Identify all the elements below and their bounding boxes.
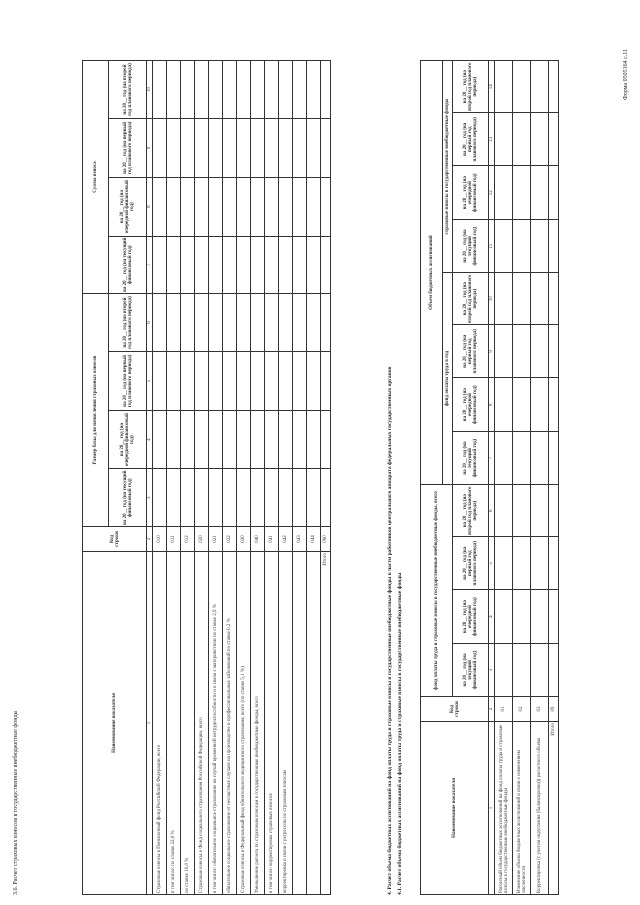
t1-cell <box>167 352 181 411</box>
t2-cell <box>513 273 531 325</box>
t1-cell <box>237 294 251 352</box>
t1-cell <box>223 352 237 411</box>
t1-row-code: 010 <box>153 527 167 552</box>
t1-col-number: 6 <box>147 294 153 352</box>
budget-allocation-table <box>420 60 559 895</box>
t2-period-header: на 20__ год (на первый год планового периода) <box>453 325 489 378</box>
t2-row <box>495 61 513 895</box>
t1-cell <box>251 236 265 294</box>
t2-period-header: на 20__ год (на первый год планового периода) <box>453 537 489 590</box>
t1-cell <box>237 352 251 411</box>
t1-cell <box>307 352 321 411</box>
t1-col-number: 4 <box>147 410 153 469</box>
t2-cell <box>531 325 549 378</box>
t2-cell <box>513 220 531 273</box>
t2-period-header: на 20__ год (на текущий финансовый год) <box>453 644 489 697</box>
t2-col-number: 11 <box>489 220 495 273</box>
t2-cell <box>513 325 531 378</box>
t1-row-name: корректировка в связи с регрессом по страховым взносам <box>279 552 293 895</box>
t2-cell <box>513 644 531 697</box>
t1-col-number: 3 <box>147 469 153 527</box>
t1-cell <box>195 294 209 352</box>
t1-cell <box>223 61 237 119</box>
t1-period-header: на 20__ год (на первый год планового периода) <box>109 119 147 178</box>
form-code: Форма 0505164 с.11 <box>623 48 629 100</box>
t1-row-code: 044 <box>307 527 321 552</box>
t1-cell <box>237 177 251 236</box>
t1-cell <box>321 236 331 294</box>
t1-cell <box>209 410 223 469</box>
t1-cell <box>265 294 279 352</box>
t2-col-number: 1 <box>489 722 495 895</box>
t1-period-header: на 20__ год (на текущий финансовый год) <box>109 469 147 527</box>
t1-cell <box>209 177 223 236</box>
t1-row <box>209 61 223 895</box>
t1-cell <box>181 61 195 119</box>
t1-row-code: 012 <box>181 527 195 552</box>
t1-cell <box>265 119 279 178</box>
t2-cell <box>531 537 549 590</box>
t2-header-name: Наименование показателя <box>421 722 489 895</box>
t2-cell <box>531 432 549 485</box>
t1-cell <box>279 177 293 236</box>
t1-row-code: 043 <box>293 527 307 552</box>
t2-cell <box>513 432 531 485</box>
t1-cell <box>223 294 237 352</box>
t1-cell <box>153 294 167 352</box>
t2-cell <box>495 378 513 432</box>
t1-cell <box>237 469 251 527</box>
t1-cell <box>181 236 195 294</box>
t2-col-number: 6 <box>489 485 495 537</box>
t1-col-number: 9 <box>147 119 153 178</box>
t2-cell <box>549 378 559 432</box>
t2-cell <box>495 644 513 697</box>
t1-row-name: обязательное социальное страхование от несчастных случаев на производстве и профессиональных заболеваний по ставке 0,2 % <box>223 552 237 895</box>
t2-cell <box>531 644 549 697</box>
t2-cell <box>549 61 559 113</box>
t1-row-name <box>293 552 307 895</box>
t1-cell <box>181 294 195 352</box>
t1-cell <box>237 236 251 294</box>
t2-cell <box>531 220 549 273</box>
t1-cell <box>167 469 181 527</box>
t1-cell <box>153 61 167 119</box>
t1-row <box>195 61 209 895</box>
t2-row <box>531 61 549 895</box>
t1-cell <box>153 177 167 236</box>
t1-row <box>181 61 195 895</box>
t1-cell <box>209 352 223 411</box>
t1-cell <box>181 469 195 527</box>
t1-row-name: Страховые взносы в Пенсионный фонд Российской Федерации, всего <box>153 552 167 895</box>
t1-row-name <box>307 552 321 895</box>
t1-cell <box>237 119 251 178</box>
t2-cell <box>549 537 559 590</box>
t2-cell <box>531 61 549 113</box>
t2-cell <box>549 644 559 697</box>
t1-cell <box>307 469 321 527</box>
t2-cell <box>495 61 513 113</box>
t1-row <box>251 61 265 895</box>
t1-cell <box>167 119 181 178</box>
t1-cell <box>167 410 181 469</box>
t1-col-number: 7 <box>147 236 153 294</box>
t1-cell <box>293 177 307 236</box>
t1-cell <box>251 177 265 236</box>
t2-cell <box>531 113 549 166</box>
t1-cell <box>251 469 265 527</box>
t1-row-code: 020 <box>195 527 209 552</box>
t1-cell <box>321 410 331 469</box>
t1-row <box>307 61 321 895</box>
t2-col-number: 9 <box>489 325 495 378</box>
t1-row <box>293 61 307 895</box>
t2-cell <box>495 432 513 485</box>
t2-cell <box>549 325 559 378</box>
t1-cell <box>307 410 321 469</box>
t2-cell <box>513 537 531 590</box>
t1-cell <box>223 410 237 469</box>
t1-cell <box>307 61 321 119</box>
t2-period-header: на 20__ год (на очередной финансовый год) <box>453 166 489 220</box>
t1-period-header: на 20__ год (на второй год планового периода) <box>109 294 147 352</box>
t1-cell <box>237 61 251 119</box>
t1-cell <box>209 61 223 119</box>
t1-cell <box>321 294 331 352</box>
t1-header-sum: Сумма взноса <box>83 61 109 294</box>
t1-cell <box>223 119 237 178</box>
t2-cell <box>531 590 549 644</box>
t1-cell <box>279 61 293 119</box>
t2-cell <box>495 113 513 166</box>
t1-row-code: 040 <box>251 527 265 552</box>
t2-period-header: на 20__ год (на второй год планового периода) <box>453 61 489 113</box>
t2-header-contrib: страховые взносы в государственные внебюджетные фонды <box>443 61 453 273</box>
t1-cell <box>321 119 331 178</box>
t1-cell <box>195 352 209 411</box>
t1-cell <box>293 236 307 294</box>
t1-row <box>167 61 181 895</box>
t2-cell <box>531 378 549 432</box>
t2-period-header: на 20__ год (на очередной финансовый год) <box>453 378 489 432</box>
t2-cell <box>549 273 559 325</box>
t1-row <box>237 61 251 895</box>
t1-row-code: 041 <box>265 527 279 552</box>
t2-period-header: на 20__ год (на текущий финансовый год) <box>453 432 489 485</box>
t2-col-number: 7 <box>489 432 495 485</box>
t1-cell <box>251 61 265 119</box>
t1-col-number: 2 <box>147 527 153 552</box>
t1-row-name: Страховые взносы в Фонд социального страхования Российской Федерации, всего <box>195 552 209 895</box>
t1-header-base: Размер базы для начисления страховых взносов <box>83 294 109 527</box>
t1-cell <box>265 410 279 469</box>
t2-header-code: Код строки <box>421 697 489 722</box>
t1-cell <box>293 119 307 178</box>
t1-cell <box>209 236 223 294</box>
t2-cell <box>495 537 513 590</box>
t1-cell <box>223 469 237 527</box>
t2-total-code: 09 <box>549 697 559 722</box>
t1-cell <box>265 177 279 236</box>
t2-cell <box>513 378 531 432</box>
t2-cell <box>549 220 559 273</box>
t2-cell <box>549 166 559 220</box>
t2-col-number: 14 <box>489 61 495 113</box>
t1-cell <box>251 119 265 178</box>
t1-cell <box>251 410 265 469</box>
t1-period-header: на 20__ год (на второй год планового периода) <box>109 61 147 119</box>
t1-cell <box>153 469 167 527</box>
t1-period-header: на 20__ год (на первый год планового периода) <box>109 352 147 411</box>
t2-cell <box>495 166 513 220</box>
t2-cell <box>531 485 549 537</box>
t2-cell <box>513 485 531 537</box>
t1-row-name: Уменьшение расчета по страховым взносам в государственные внебюджетные фонды, всего <box>251 552 265 895</box>
t1-cell <box>167 236 181 294</box>
t1-cell <box>265 61 279 119</box>
t1-row <box>153 61 167 895</box>
t1-cell <box>209 469 223 527</box>
t1-row-code: 021 <box>209 527 223 552</box>
t1-row-code: 022 <box>223 527 237 552</box>
t2-col-number: 10 <box>489 273 495 325</box>
t2-period-header: на 20__ год (на второй год планового периода) <box>453 485 489 537</box>
t1-cell <box>265 352 279 411</box>
t2-row-name: Корректировка (с учетом округления (балансировки)) расчетного объема <box>531 722 549 895</box>
t1-cell <box>293 410 307 469</box>
section-title: 3.6. Расчет страховых взносов в государственные внебюджетные фонды <box>13 710 19 895</box>
t2-cell <box>495 485 513 537</box>
t1-col-number: 1 <box>147 552 153 895</box>
t2-cell <box>549 432 559 485</box>
t1-total-row <box>321 61 331 895</box>
t2-header-payroll: фонд оплаты труда в год <box>443 273 453 485</box>
t1-cell <box>153 119 167 178</box>
t1-row-name: Страховые взносы в Федеральный фонд обязательного медицинского страхования, всего (по ставке 5,1 %) <box>237 552 251 895</box>
t2-col-number: 13 <box>489 113 495 166</box>
t1-cell <box>279 410 293 469</box>
t2-row-code: 03 <box>531 697 549 722</box>
t2-cell <box>495 590 513 644</box>
t2-row-name: Изменение объема бюджетных ассигнований в связи с изменением численности <box>513 722 531 895</box>
t1-cell <box>321 177 331 236</box>
t2-row-code: 02 <box>513 697 531 722</box>
t1-cell <box>195 236 209 294</box>
t1-cell <box>293 469 307 527</box>
t2-period-header: на 20__ год (на второй год планового периода) <box>453 273 489 325</box>
t1-row-code: 030 <box>237 527 251 552</box>
t2-col-number: 4 <box>489 590 495 644</box>
t1-cell <box>265 236 279 294</box>
t1-cell <box>307 236 321 294</box>
t1-row-name: по ставке 10,0 % <box>181 552 195 895</box>
t1-cell <box>153 352 167 411</box>
t2-col-number: 8 <box>489 378 495 432</box>
t1-cell <box>279 469 293 527</box>
t2-period-header: на 20__ год (на первый год планового периода) <box>453 113 489 166</box>
t1-row <box>265 61 279 895</box>
t1-cell <box>181 352 195 411</box>
t1-cell <box>279 352 293 411</box>
t2-row-name: Расчетный объем бюджетных ассигнований на фонд оплаты труда и страховые взносы в государственные внебюджетные фонды <box>495 722 513 895</box>
t2-col-number: 12 <box>489 166 495 220</box>
t2-cell <box>513 590 531 644</box>
t2-cell <box>531 273 549 325</box>
t1-cell <box>251 294 265 352</box>
t1-period-header: на 20__ год (на очередной финансовый год) <box>109 177 147 236</box>
t1-cell <box>167 177 181 236</box>
t1-row <box>279 61 293 895</box>
t1-cell <box>209 119 223 178</box>
t2-cell <box>549 113 559 166</box>
t2-period-header: на 20__ год (на текущий финансовый год) <box>453 220 489 273</box>
t1-total-code: 090 <box>321 527 331 552</box>
t1-cell <box>167 61 181 119</box>
t1-cell <box>195 469 209 527</box>
t2-total-label: Итого <box>549 722 559 895</box>
t1-total-label: Итого <box>321 552 331 895</box>
t1-cell <box>237 410 251 469</box>
t1-period-header: на 20__ год (на очередной финансовый год) <box>109 410 147 469</box>
t1-cell <box>223 236 237 294</box>
t2-period-header: на 20__ год (на очередной финансовый год) <box>453 590 489 644</box>
t1-cell <box>251 352 265 411</box>
t1-cell <box>181 119 195 178</box>
t1-row-name: в том числе: обязательное социальное страхование на случай временной нетрудоспособности и в связи с материнством по ставке 2,9 % <box>209 552 223 895</box>
t1-cell <box>223 177 237 236</box>
t2-cell <box>495 273 513 325</box>
t1-row-name: в том числе: по ставке 22,0 % <box>167 552 181 895</box>
t1-row-name: в том числе: корректировка страховых взносов <box>265 552 279 895</box>
t1-cell <box>293 352 307 411</box>
t1-cell <box>279 294 293 352</box>
t1-cell <box>321 61 331 119</box>
t2-cell <box>549 485 559 537</box>
t1-row-code: 011 <box>167 527 181 552</box>
t2-row <box>513 61 531 895</box>
section41-title: 4.1. Расчет объема бюджетных ассигнований на фонд оплаты труда и страховые взносы в государственные внебюджетные фонды <box>397 572 403 895</box>
t1-cell <box>293 61 307 119</box>
t1-cell <box>181 410 195 469</box>
t1-cell <box>307 294 321 352</box>
t1-period-header: на 20__ год (на текущий финансовый год) <box>109 236 147 294</box>
t2-cell <box>495 220 513 273</box>
t2-cell <box>513 113 531 166</box>
t1-cell <box>307 177 321 236</box>
t2-cell <box>513 166 531 220</box>
t1-row-code: 042 <box>279 527 293 552</box>
t1-header-code: Код строки <box>83 527 147 552</box>
t2-col-number: 5 <box>489 537 495 590</box>
section4-title: 4. Расчет объема бюджетных ассигнований на фонд оплаты труда и страховые взносы в государственные внебюджетные фонды в части работников центрального аппарата федеральных государственных органов <box>387 366 393 895</box>
t1-cell <box>307 119 321 178</box>
t2-header-budget: Объем бюджетных ассигнований <box>421 61 443 485</box>
t1-cell <box>209 294 223 352</box>
t1-col-number: 8 <box>147 177 153 236</box>
t1-cell <box>195 410 209 469</box>
t1-cell <box>167 294 181 352</box>
t2-cell <box>531 166 549 220</box>
insurance-contributions-table <box>82 60 331 895</box>
t2-cell <box>549 590 559 644</box>
t1-cell <box>279 119 293 178</box>
t1-col-number: 10 <box>147 61 153 119</box>
t1-cell <box>321 469 331 527</box>
t1-cell <box>153 236 167 294</box>
t2-row-code: 01 <box>495 697 513 722</box>
t1-cell <box>195 61 209 119</box>
t1-header-name: Наименование показателя <box>83 552 147 895</box>
t1-cell <box>195 177 209 236</box>
t2-col-number: 3 <box>489 644 495 697</box>
t1-col-number: 5 <box>147 352 153 411</box>
t1-cell <box>153 410 167 469</box>
t1-row <box>223 61 237 895</box>
t2-col-number: 2 <box>489 697 495 722</box>
t1-cell <box>265 469 279 527</box>
t2-cell <box>495 325 513 378</box>
t2-total-row <box>549 61 559 895</box>
t2-cell <box>513 61 531 113</box>
t1-cell <box>181 177 195 236</box>
t2-header-total: фонд оплаты труда и страховые взносы в государственные внебюджетные фонды, всего <box>421 485 453 697</box>
t1-cell <box>279 236 293 294</box>
t1-cell <box>293 294 307 352</box>
t1-cell <box>195 119 209 178</box>
t1-cell <box>321 352 331 411</box>
